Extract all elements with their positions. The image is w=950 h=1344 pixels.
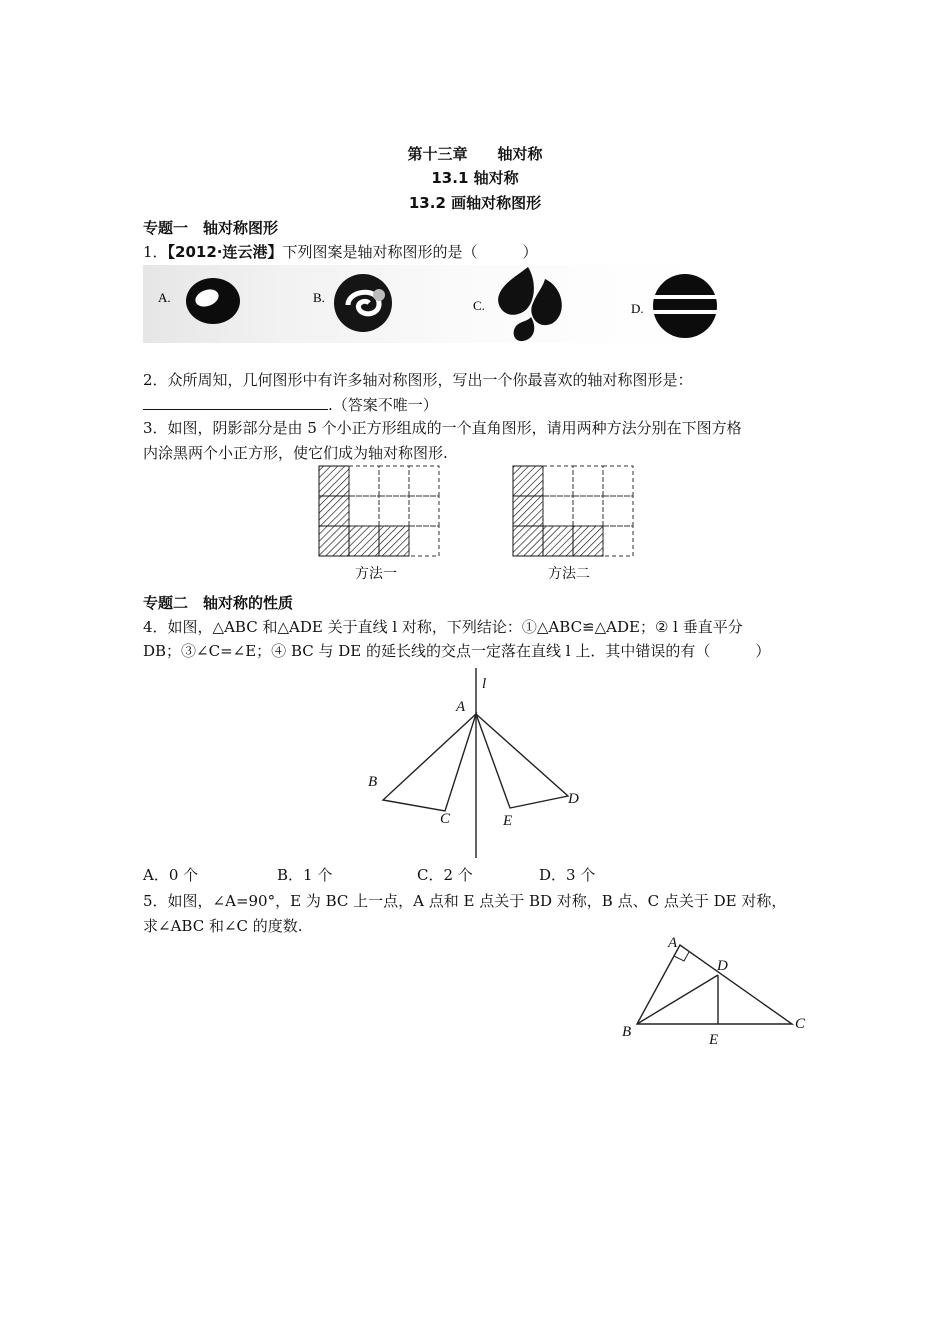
section-title-1: 13.1 轴对称: [431, 169, 519, 187]
question-2-line-1: 2．众所周知，几何图形中有许多轴对称图形，写出一个你最喜欢的轴对称图形是：: [143, 371, 693, 389]
option-c-label: C.: [473, 298, 485, 313]
label-d: D: [717, 958, 728, 974]
question-1-options-figure: [143, 265, 743, 345]
question-1-source: 【2012·连云港】: [167, 243, 283, 261]
question-1-stem: 下列图案是轴对称图形的是（ ）: [282, 243, 538, 261]
answer-blank[interactable]: [143, 394, 328, 410]
option-a-label: A.: [158, 290, 171, 305]
option-c-drops-shape: [498, 267, 562, 341]
option-b-swirl-shape: [334, 274, 392, 332]
label-l: l: [482, 676, 487, 692]
label-b: B: [368, 774, 378, 790]
question-4-line-1: 4．如图，△ABC 和△ADE 关于直线 l 对称，下列结论：①△ABC≌△ADE；② l 垂直平分: [143, 618, 743, 636]
choice-a[interactable]: A．0 个: [143, 866, 199, 884]
question-3-line-1: 3．如图，阴影部分是由 5 个小正方形组成的一个直角图形，请用两种方法分别在下图方格: [143, 419, 742, 437]
question-2-line-2: [143, 394, 438, 415]
choice-d[interactable]: D．3 个: [539, 866, 596, 884]
option-d-label: D.: [631, 301, 644, 316]
question-2-tail: .（答案不唯一）: [328, 396, 438, 414]
label-c: C: [440, 811, 451, 827]
question-1-number: 1．: [143, 243, 168, 261]
triangle-ade: [476, 714, 568, 808]
method-2-label: 方法二: [548, 566, 590, 582]
question-4-figure: [360, 668, 600, 863]
question-4-line-2: DB；③∠C=∠E；④ BC 与 DE 的延长线的交点一定落在直线 l 上．其中错误的有（ ）: [143, 642, 771, 660]
chapter-title: 第十三章 轴对称: [407, 145, 543, 163]
label-e: E: [709, 1032, 719, 1048]
topic-2-heading: 专题二 轴对称的性质: [143, 594, 294, 612]
option-b-label: B.: [313, 290, 325, 305]
option-a-ring-shape: [186, 278, 240, 324]
method-2-grid[interactable]: [513, 466, 633, 556]
triangle-abc-right: [637, 945, 792, 1024]
choice-c[interactable]: C．2 个: [417, 866, 473, 884]
label-d: D: [568, 791, 579, 807]
label-a: A: [456, 699, 466, 715]
segment-bd: [637, 975, 718, 1024]
option-d-striped-circle-shape: [648, 274, 722, 338]
label-a: A: [668, 935, 678, 951]
method-1-label: 方法一: [355, 566, 397, 582]
choice-b[interactable]: B．1 个: [277, 866, 333, 884]
label-e: E: [503, 813, 513, 829]
question-5-figure: [615, 930, 815, 1050]
label-b: B: [622, 1024, 632, 1040]
question-1: [143, 242, 538, 262]
section-title-2: 13.2 画轴对称图形: [408, 194, 542, 212]
question-3-line-2: 内涂黑两个小正方形，使它们成为轴对称图形.: [143, 444, 448, 462]
question-5-line-2: 求∠ABC 和∠C 的度数.: [143, 917, 303, 935]
method-1-grid[interactable]: [319, 466, 439, 556]
triangle-abc: [383, 714, 476, 811]
question-5-line-1: 5．如图，∠A=90°，E 为 BC 上一点，A 点和 E 点关于 BD 对称，B 点、C 点关于 DE 对称，: [143, 892, 787, 910]
label-c: C: [795, 1016, 806, 1032]
topic-1-heading: 专题一 轴对称图形: [143, 219, 279, 237]
